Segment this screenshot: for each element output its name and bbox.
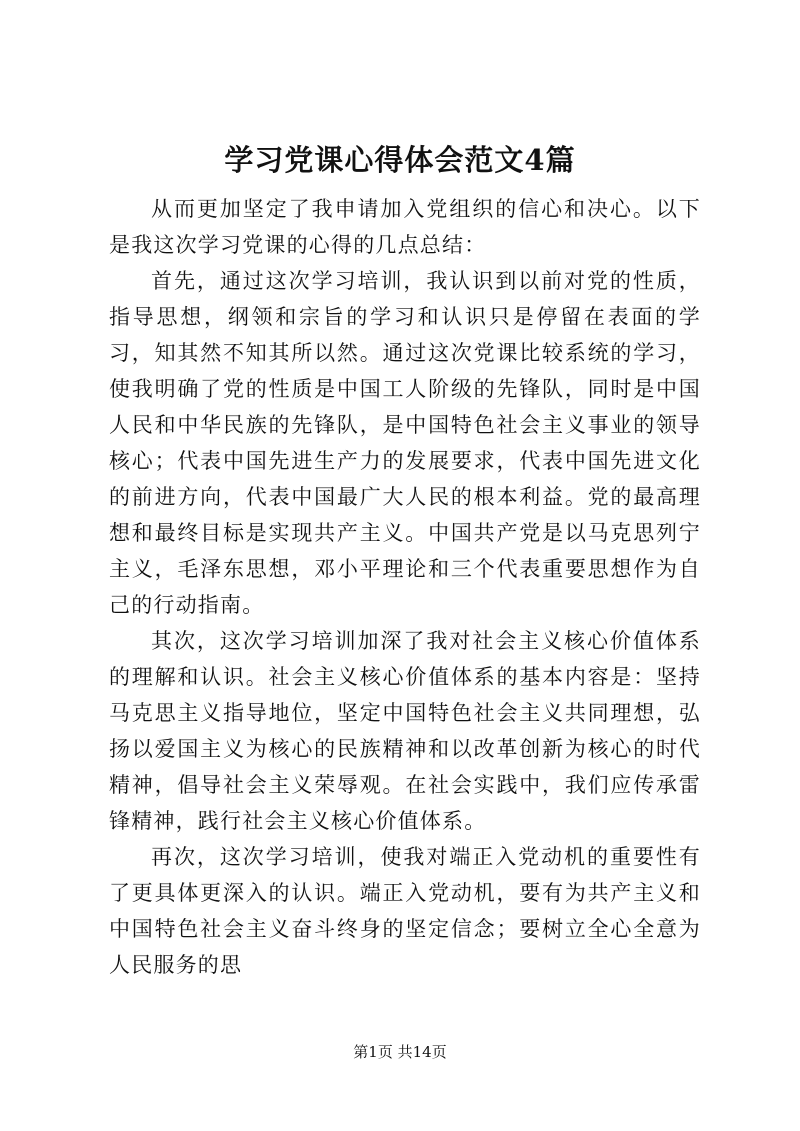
paragraph-intro: 从而更加坚定了我申请加入党组织的信心和决心。以下是我这次学习党课的心得的几点总结：: [109, 197, 701, 257]
document-title: 学习党课心得体会范文4篇: [224, 143, 576, 177]
paragraph-first: 首先，通过这次学习培训，我认识到以前对党的性质，指导思想，纲领和宗旨的学习和认识只是停留在表面的学习，知其然不知其所以然。通过这次党课比较系统的学习，使我明确了党的性质是中国工人阶级的先锋队，同时是中国人民和中华民族的先锋队，是中国特色社会主义事业的领导核心；代表中国先进生产力的发展要求，代表中国先进文化的前进方向，代表中国最广大人民的根本利益。党的最高理想和最终目标是实现共产主义。中国共产党是以马克思列宁主义，毛泽东思想，邓小平理论和三个代表重要思想作为自己的行动指南。: [109, 269, 701, 617]
page-footer: 第1页 共14页: [353, 1043, 447, 1061]
paragraph-third: 再次，这次学习培训，使我对端正入党动机的重要性有了更具体更深入的认识。端正入党动机，要有为共产主义和中国特色社会主义奋斗终身的坚定信念；要树立全心全意为人民服务的思: [109, 845, 701, 977]
paragraph-second: 其次，这次学习培训加深了我对社会主义核心价值体系的理解和认识。社会主义核心价值体系的基本内容是：坚持马克思主义指导地位，坚定中国特色社会主义共同理想，弘扬以爱国主义为核心的民族精神和以改革创新为核心的时代精神，倡导社会主义荣辱观。在社会实践中，我们应传承雷锋精神，践行社会主义核心价值体系。: [109, 629, 701, 833]
document-body: [109, 191, 701, 983]
